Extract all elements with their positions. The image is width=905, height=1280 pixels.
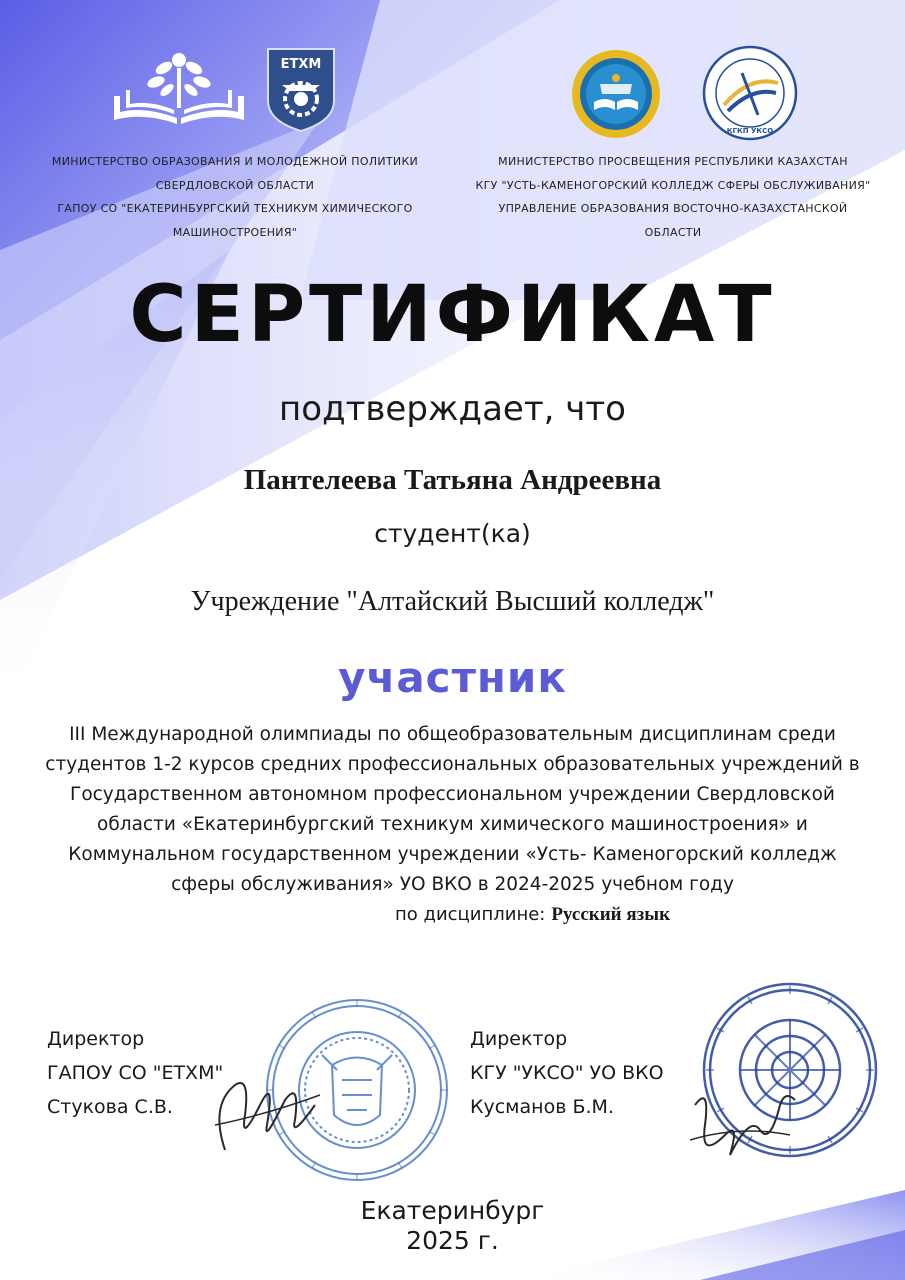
certificate-subtitle: подтверждает, что [279,389,626,429]
org-header-right [468,150,878,244]
signatory-left-org: ГАПОУ СО "ЕТХМ" [47,1062,224,1084]
org-right-line-2: КГУ "УСТЬ-КАМЕНОГОРСКИЙ КОЛЛЕДЖ СФЕРЫ ОБСЛУЖИВАНИЯ" [475,178,871,192]
description-line-3: Государственном автономном профессиональном учреждении Свердловской [70,784,835,805]
signatory-right-position: Директор [470,1028,568,1050]
signatory-right-name: Кусманов Б.М. [470,1096,614,1118]
signatory-left-position: Директор [47,1028,145,1050]
description-line-4: области «Екатеринбургский техникум химического машиностроения» и [97,814,808,835]
footer-year: 2025 г. [406,1226,499,1255]
signatory-right-org: КГУ "УКСО" УО ВКО [470,1062,664,1084]
description-line-2: студентов 1-2 курсов средних профессиональных образовательных учреждений в [45,754,860,775]
signatory-right [470,1022,664,1124]
participation-status: участник [338,653,567,702]
org-header-left [30,150,440,244]
description-line-1: III Международной олимпиады по общеобразовательным дисциплинам среди [69,724,836,745]
etxm-logo-text: ЕТХМ [280,57,322,72]
footer-city: Екатеринбург [360,1196,545,1225]
org-left-line-1: МИНИСТЕРСТВО ОБРАЗОВАНИЯ И МОЛОДЕЖНОЙ ПОЛИТИКИ [51,155,419,168]
handwritten-signature-right [680,1075,800,1165]
recipient-name: Пантелеева Татьяна Андреевна [243,464,662,496]
college-emblem [702,45,798,141]
org-left-line-3: ГАПОУ СО "ЕКАТЕРИНБУРГСКИЙ ТЕХНИКУМ ХИМИЧЕСКОГО [57,202,413,215]
event-description [40,720,865,900]
org-right-line-1: МИНИСТЕРСТВО ПРОСВЕЩЕНИЯ РЕСПУБЛИКИ КАЗАХСТАН [498,155,848,168]
etxm-shield-logo [264,45,338,133]
description-line-6: сферы обслуживания» УО ВКО в 2024-2025 учебном году [171,874,734,895]
org-right-line-4: ОБЛАСТИ [644,225,702,239]
footer [0,1196,905,1256]
ministry-kazakhstan-emblem [570,48,662,140]
org-left-line-4: МАШИНОСТРОЕНИЯ" [172,225,298,239]
signatory-left [47,1022,223,1124]
recipient-institution: Учреждение "Алтайский Высший колледж" [190,586,715,617]
discipline-value: Русский язык [551,904,671,925]
college-emblem-text: КГКП УКСО [726,127,774,135]
org-left-line-2: СВЕРДЛОВСКОЙ ОБЛАСТИ [155,178,315,192]
org-right-line-3: УПРАВЛЕНИЕ ОБРАЗОВАНИЯ ВОСТОЧНО-КАЗАХСТАНСКОЙ [498,202,848,215]
recipient-role: студент(ка) [374,519,531,548]
discipline-label: по дисциплине: [395,904,546,925]
certificate-title: СЕРТИФИКАТ [129,270,776,360]
open-book-tree-logo [104,46,254,130]
signatory-left-name: Стукова С.В. [47,1096,173,1118]
discipline-line [395,900,670,930]
description-line-5: Коммунальном государственном учреждении «Усть- Каменогорский колледж [68,844,837,865]
